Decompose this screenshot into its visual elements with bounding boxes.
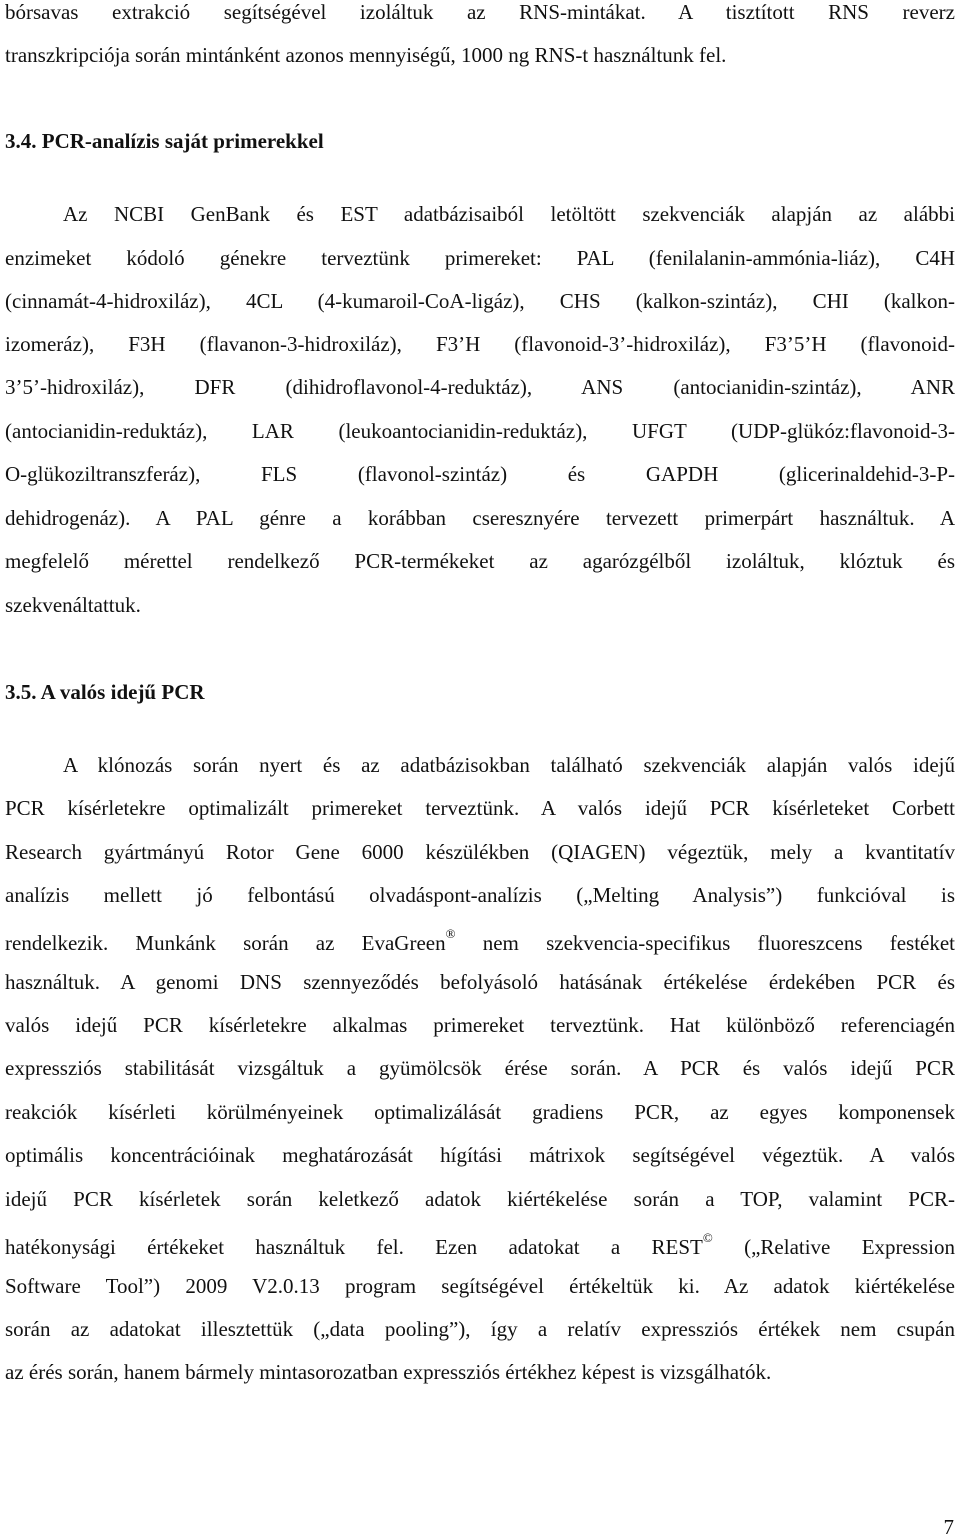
section-3-5-line-5-part-1: rendelkezik. Munkánk során az EvaGreen bbox=[5, 931, 446, 955]
copyright-mark: © bbox=[702, 1230, 713, 1245]
section-3-5-line-12-part-1: hatékonysági értékeket használtuk fel. Ezen adatokat a REST bbox=[5, 1235, 703, 1259]
section-3-5-line-11: idejű PCR kísérletek során keletkező adatok kiértékelése során a TOP, valamint PCR- bbox=[5, 1187, 955, 1211]
section-3-5-line-2: PCR kísérletekre optimalizált primereket terveztünk. A valós idejű PCR kísérleteket Corbett bbox=[5, 796, 955, 820]
section-3-5-line-3: Research gyártmányú Rotor Gene 6000 készülékben (QIAGEN) végeztük, mely a kvantitatív bbox=[5, 840, 955, 864]
section-3-5-line-9: reakciók kísérleti körülményeinek optimalizálását gradiens PCR, az egyes komponensek bbox=[5, 1100, 955, 1124]
section-3-5-line-5 bbox=[5, 926, 955, 955]
section-3-5-line-5-part-2: nem szekvencia-specifikus fluoreszcens festéket bbox=[482, 931, 956, 955]
section-3-5-line-7: valós idejű PCR kísérletekre alkalmas primereket terveztünk. Hat különböző referenciagén bbox=[5, 1013, 955, 1037]
section-3-4-line-3: (cinnamát-4-hidroxiláz), 4CL (4-kumaroil-CoA-ligáz), CHS (kalkon-szintáz), CHI (kalkon- bbox=[5, 289, 955, 313]
section-3-4-line-1: Az NCBI GenBank és EST adatbázisaiból letöltött szekvenciák alapján az alábbi bbox=[63, 202, 955, 226]
section-3-5-line-8: expressziós stabilitását vizsgáltuk a gyümölcsök érése során. A PCR és valós idejű PCR bbox=[5, 1056, 955, 1080]
section-3-4-line-9: megfelelő mérettel rendelkező PCR-termékeket az agarózgélből izoláltuk, klóztuk és bbox=[5, 549, 955, 573]
intro-line-2: transzkripciója során mintánként azonos mennyiségű, 1000 ng RNS-t használtunk fel. bbox=[5, 43, 727, 67]
section-3-5-line-12 bbox=[5, 1230, 955, 1259]
section-3-4-line-4: izomeráz), F3H (flavanon-3-hidroxiláz), F3’H (flavonoid-3’-hidroxiláz), F3’5’H (flavonoid- bbox=[5, 332, 955, 356]
section-3-5-line-13: Software Tool”) 2009 V2.0.13 program segítségével értékeltük ki. Az adatok kiértékelése bbox=[5, 1274, 955, 1298]
section-3-4-line-2: enzimeket kódoló génekre terveztünk primereket: PAL (fenilalanin-ammónia-liáz), C4H bbox=[5, 246, 955, 270]
section-3-5-line-1: A klónozás során nyert és az adatbázisokban található szekvenciák alapján valós idejű bbox=[63, 753, 955, 777]
section-3-5-line-15: az érés során, hanem bármely mintasorozatban expressziós értékhez képest is vizsgálhatók. bbox=[5, 1360, 772, 1384]
page-number: 7 bbox=[943, 1515, 954, 1539]
intro-line-1: bórsavas extrakció segítségével izoláltuk az RNS-mintákat. A tisztított RNS reverz bbox=[5, 0, 955, 24]
section-3-5-line-6: használtuk. A genomi DNS szennyeződés befolyásoló hatásának értékelése érdekében PCR és bbox=[5, 970, 955, 994]
section-3-5-line-10: optimális koncentrációinak meghatározását hígítási mátrixok segítségével végeztük. A valós bbox=[5, 1143, 955, 1167]
section-3-5-line-4: analízis mellett jó felbontású olvadáspont-analízis („Melting Analysis”) funkcióval is bbox=[5, 883, 955, 907]
section-3-4-line-5: 3’5’-hidroxiláz), DFR (dihidroflavonol-4-reduktáz), ANS (antocianidin-szintáz), ANR bbox=[5, 375, 955, 399]
registered-trademark-mark: ® bbox=[445, 926, 456, 941]
section-3-5-line-12-part-2: („Relative Expression bbox=[744, 1235, 956, 1259]
section-3-4-line-7: O-glükoziltranszferáz), FLS (flavonol-szintáz) és GAPDH (glicerinaldehid-3-P- bbox=[5, 462, 955, 486]
section-3-5-heading: 3.5. A valós idejű PCR bbox=[5, 680, 205, 704]
section-3-4-line-8: dehidrogenáz). A PAL génre a korábban cseresznyére tervezett primerpárt használtuk. A bbox=[5, 506, 955, 530]
section-3-4-line-6: (antocianidin-reduktáz), LAR (leukoantocianidin-reduktáz), UFGT (UDP-glükóz:flavonoid-3- bbox=[5, 419, 955, 443]
section-3-4-line-10: szekvenáltattuk. bbox=[5, 593, 141, 617]
section-3-4-heading: 3.4. PCR-analízis saját primerekkel bbox=[5, 129, 324, 153]
section-3-5-line-14: során az adatokat illesztettük („data pooling”), így a relatív expressziós értékek nem csupán bbox=[5, 1317, 955, 1341]
